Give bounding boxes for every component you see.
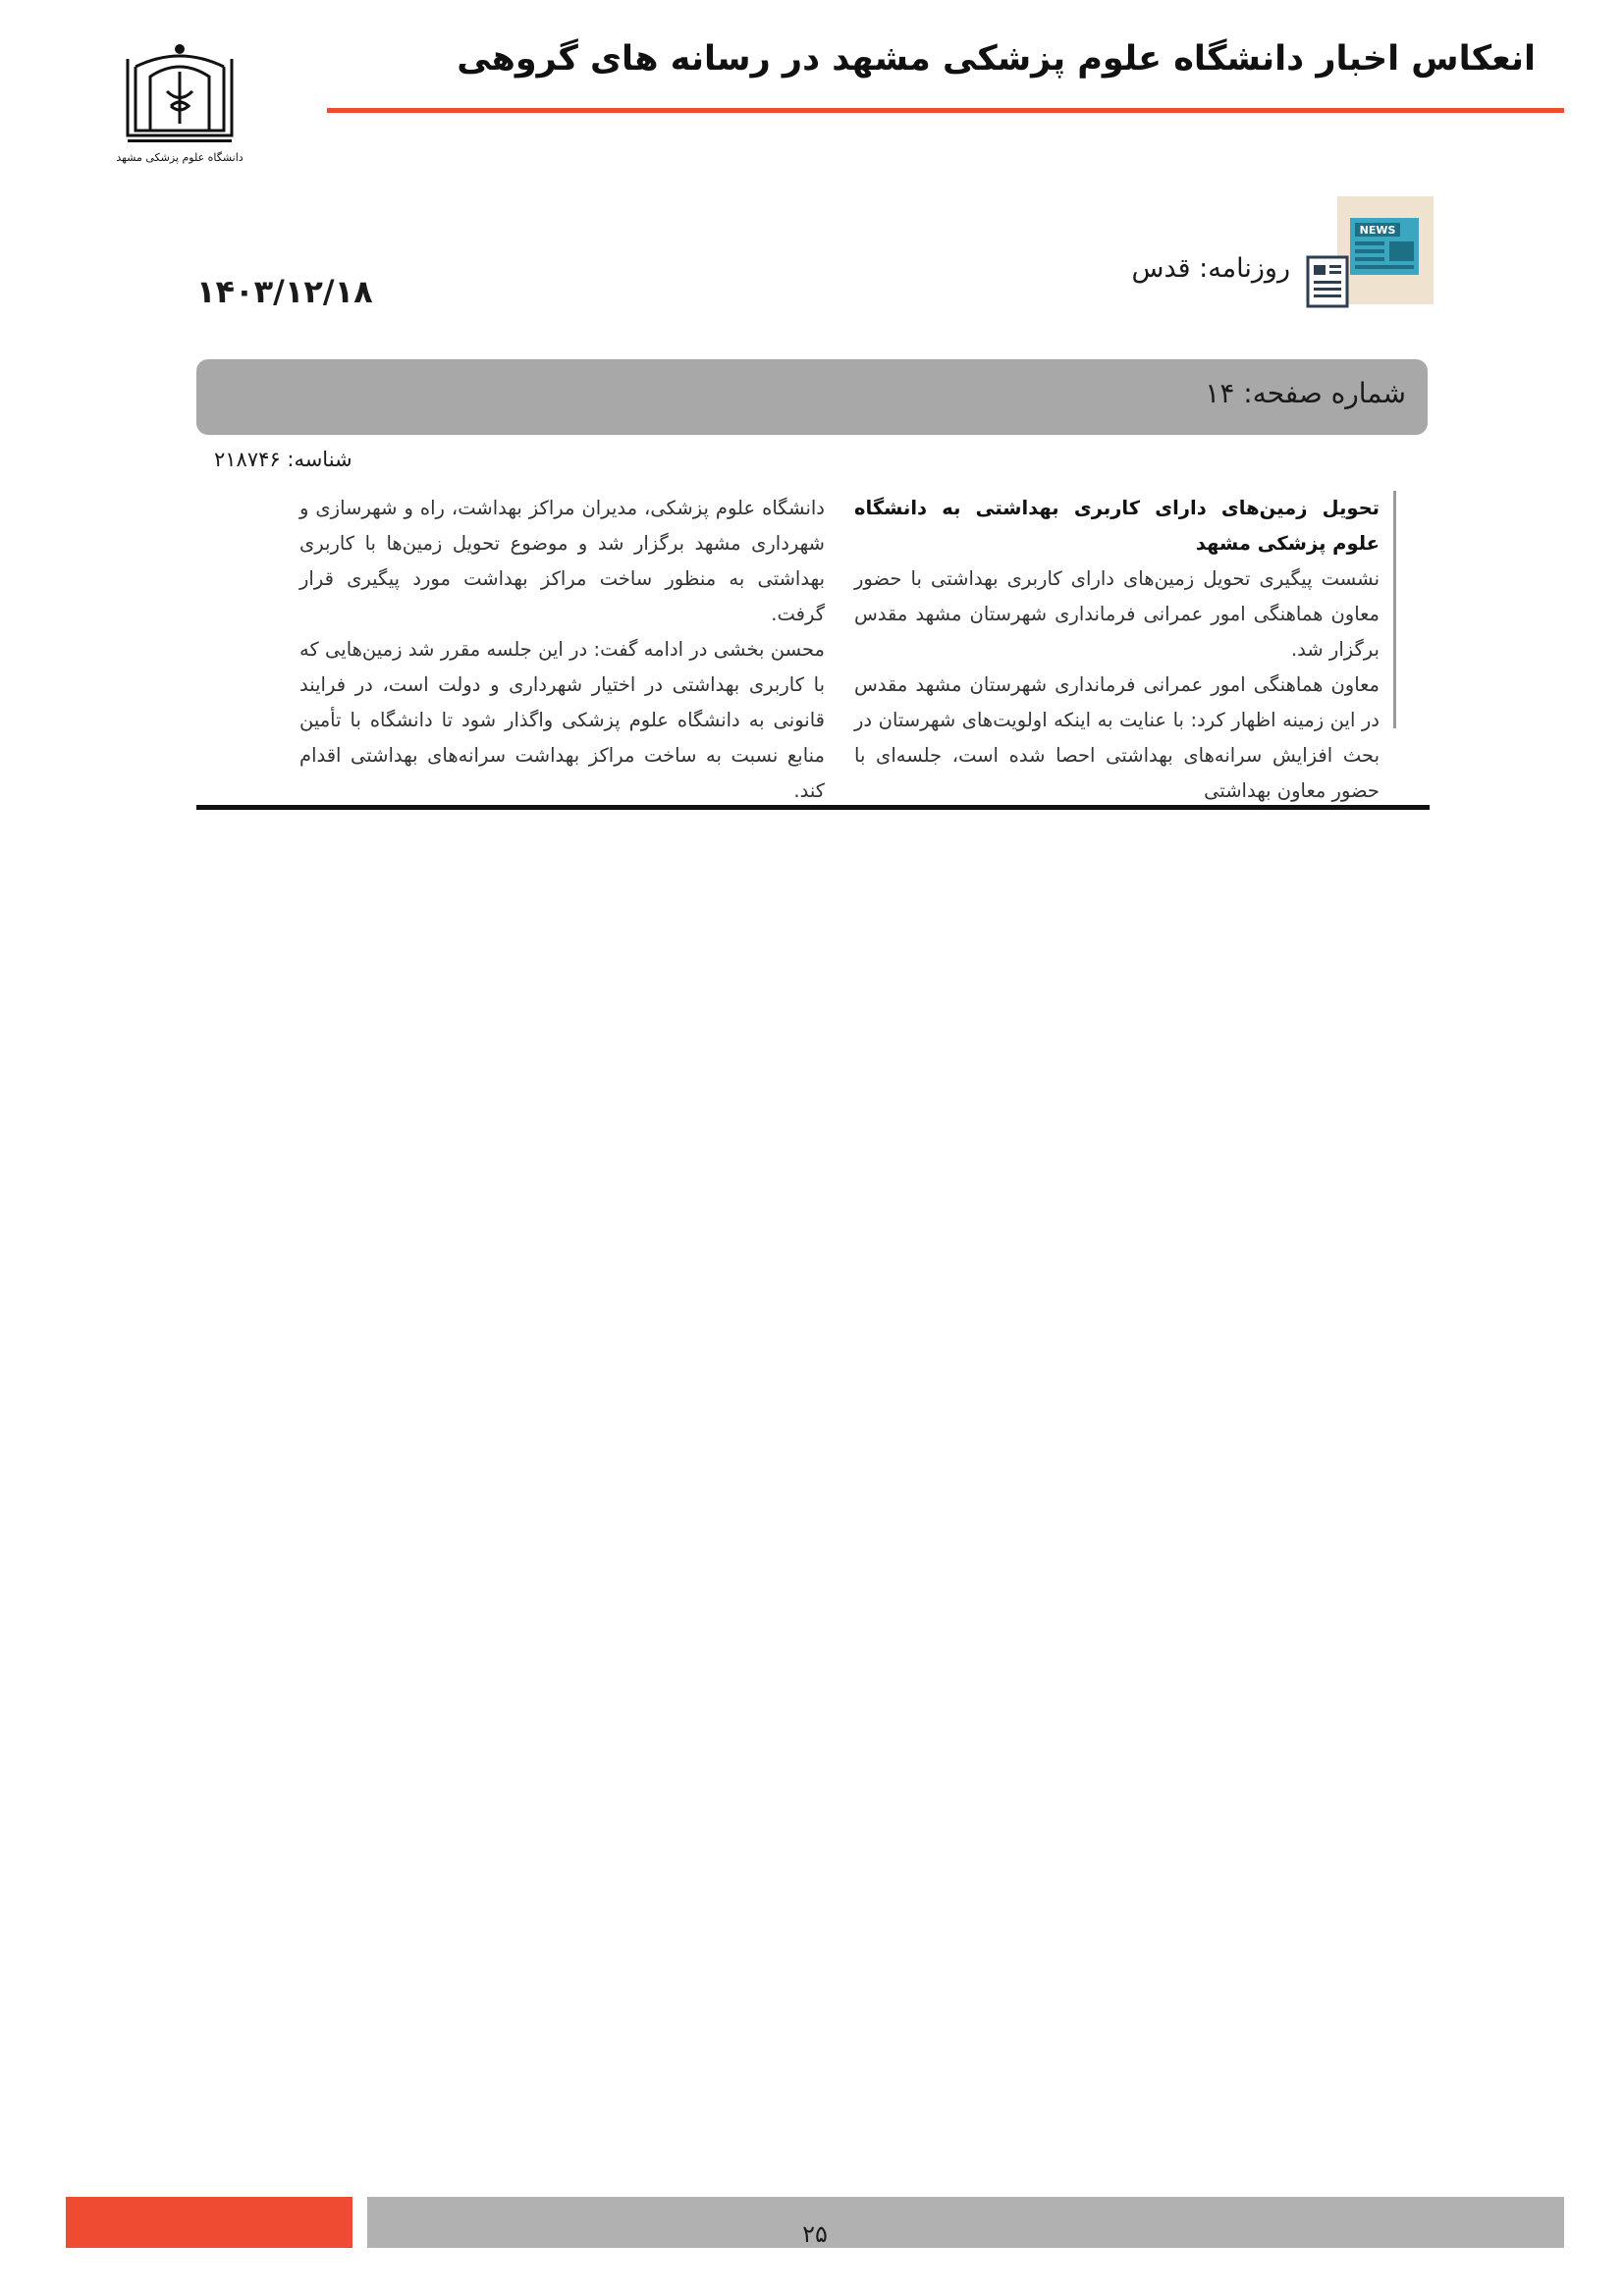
news-icon-text: NEWS bbox=[1359, 224, 1396, 237]
issue-date: ۱۴۰۳/۱۲/۱۸ bbox=[196, 273, 373, 310]
article-paragraph: محسن بخشی در ادامه گفت: در این جلسه مقرر شد زمین‌هایی که با کاربری بهداشتی در اختیار شهرداری و دولت است، در فرایند قانونی به دانشگاه علوم پزشکی واگذار شود تا دانشگاه با تأمین منابع نسبت به ساخت مراکز بهداشت سرانه‌های بهداشتی اقدام کند. bbox=[299, 638, 825, 802]
newspaper-icon bbox=[1306, 196, 1434, 309]
article-headline: تحویل زمین‌های دارای کاربری بهداشتی به دانشگاه علوم پزشکی مشهد bbox=[854, 497, 1380, 555]
logo-caption: دانشگاه علوم پزشکی مشهد bbox=[116, 151, 244, 164]
logo-flame-icon bbox=[175, 44, 185, 54]
article-paragraph: معاون هماهنگی امور عمرانی فرمانداری شهرستان مشهد مقدس در این زمینه اظهار کرد: با عنایت به اینکه اولویت‌های شهرستان در بحث افزایش سرانه‌های بهداشتی احصا شده است، جلسه‌ای با حضور معاون بهداشتی bbox=[854, 673, 1380, 802]
footer-accent-block bbox=[66, 2197, 352, 2248]
article-paragraph: دانشگاه علوم پزشکی، مدیران مراکز بهداشت، راه و شهرسازی و شهرداری مشهد برگزار شد و موضوع تحویل زمین‌ها با کاربری بهداشتی به منظور ساخت مراکز بهداشت مورد پیگیری قرار گرفت. bbox=[299, 497, 825, 625]
newspaper-name: روزنامه: قدس bbox=[1131, 253, 1290, 284]
article-column-right bbox=[854, 491, 1380, 809]
column-divider bbox=[1393, 491, 1396, 728]
footer-page-number: ۲۵ bbox=[802, 2220, 828, 2248]
article-end-rule bbox=[196, 805, 1430, 810]
page-title: انعکاس اخبار دانشگاه علوم پزشکی مشهد در رسانه های گروهی bbox=[457, 39, 1536, 79]
title-underline bbox=[327, 108, 1564, 113]
document-id: شناسه: ۲۱۸۷۴۶ bbox=[214, 448, 352, 471]
university-logo bbox=[116, 37, 244, 167]
footer-bar bbox=[367, 2197, 1564, 2248]
article-column-left bbox=[299, 491, 825, 809]
article-paragraph: نشست پیگیری تحویل زمین‌های دارای کاربری بهداشتی با حضور معاون هماهنگی امور عمرانی فرمانداری شهرستان مشهد مقدس برگزار شد. bbox=[854, 567, 1380, 661]
page-number-label: شماره صفحه: ۱۴ bbox=[1205, 377, 1406, 409]
